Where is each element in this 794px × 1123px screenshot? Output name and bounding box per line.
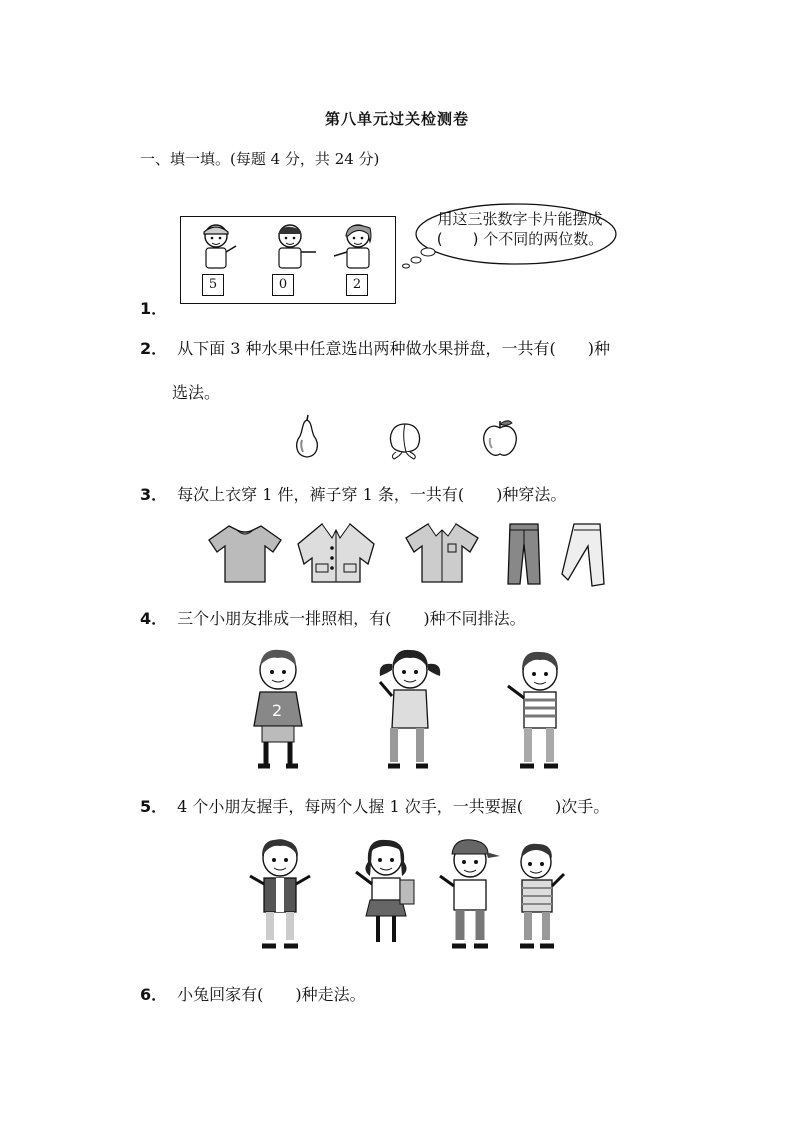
q3-text: 每次上衣穿 1 件，裤子穿 1 条，一共有( )种穿法。 — [177, 485, 567, 504]
q5-text: 4 个小朋友握手，每两个人握 1 次手，一共要握( )次手。 — [177, 797, 610, 816]
peach-icon — [384, 418, 426, 460]
page-title: 第八单元过关检测卷 — [324, 110, 469, 128]
child-girl-pigtails-icon — [374, 646, 446, 774]
q1-figure — [180, 188, 620, 308]
q3-number: 3． — [140, 485, 168, 504]
svg-text:2: 2 — [272, 701, 283, 720]
q6-number: 6． — [140, 985, 168, 1004]
q1-number: 1． — [140, 299, 168, 318]
shirt-icon — [402, 520, 482, 586]
jeans-icon — [504, 520, 544, 588]
bubble-line-1: 用这三张数字卡片能摆成 — [437, 210, 603, 228]
child-boy-icon — [262, 222, 322, 274]
question-2 — [140, 336, 610, 359]
bubble-line-2: ( ) 个不同的两位数。 — [436, 230, 604, 248]
tshirt-icon — [205, 522, 285, 586]
apple-icon — [478, 418, 522, 460]
number-card-3: 2 — [346, 274, 368, 296]
q6-text: 小兔回家有( )种走法。 — [177, 985, 366, 1004]
child-girl-backpack-icon — [350, 836, 422, 954]
q2-number: 2． — [140, 339, 168, 358]
q5-number: 5． — [140, 797, 168, 816]
question-3 — [140, 482, 566, 505]
child-boy-cap-icon — [192, 222, 242, 274]
q2-text-continued: 选法。 — [172, 383, 221, 402]
q4-text: 三个小朋友排成一排照相，有( )种不同排法。 — [177, 609, 526, 628]
child-boy-number-shirt-icon — [246, 646, 312, 774]
q2-text: 从下面 3 种水果中任意选出两种做水果拼盘，一共有( )种 — [177, 339, 610, 358]
jacket-icon — [292, 520, 380, 586]
question-5 — [140, 794, 609, 817]
child-boy-cap-icon-2 — [434, 836, 506, 954]
section-heading: 一、填一填。(每题 4 分，共 24 分) — [140, 150, 380, 168]
pear-icon — [292, 414, 322, 460]
child-boy-shirt-icon — [508, 840, 568, 954]
pants-icon — [560, 520, 622, 590]
child-boy-striped-icon — [500, 646, 572, 774]
number-card-1: 5 — [202, 274, 224, 296]
child-boy-vest-icon — [244, 836, 316, 954]
number-card-2: 0 — [272, 274, 294, 296]
q4-number: 4． — [140, 609, 168, 628]
question-4 — [140, 606, 526, 629]
child-girl-icon — [328, 222, 384, 274]
question-6 — [140, 982, 366, 1005]
